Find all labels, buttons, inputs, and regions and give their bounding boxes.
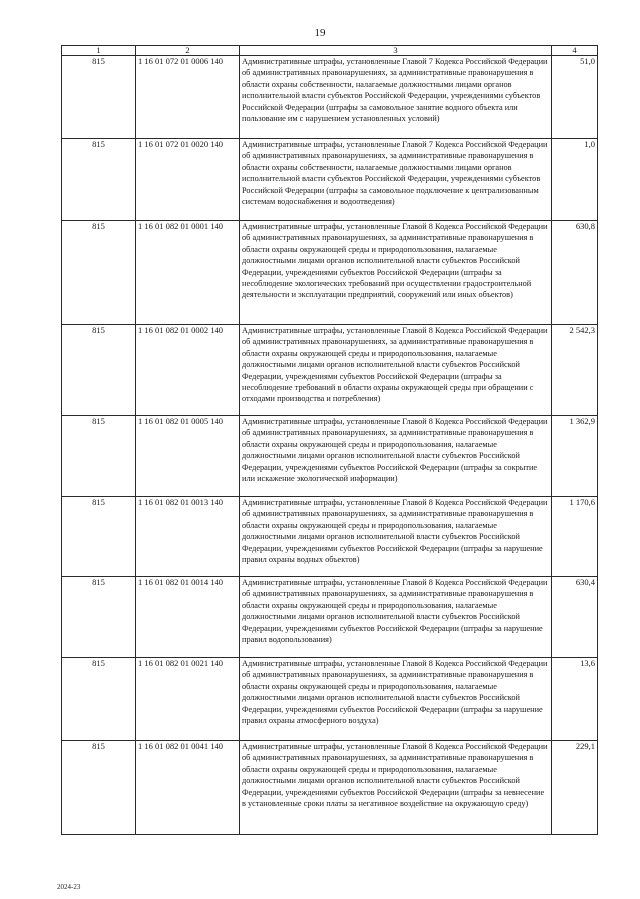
- classification-code-cell: 1 16 01 082 01 0013 140: [136, 497, 240, 577]
- admin-code-cell: 815: [62, 658, 136, 741]
- description-cell: Административные штрафы, установленные Главой 8 Кодекса Российской Федерации об административных правонарушениях, за административные правонарушения в области охраны окружающей среды и природопользования, налагаемые должностными лицами органов исполнительной власти субъектов Российской Федерации, учреждениями субъектов Российской Федерации (штрафы за несоблюдение требований в области охраны окружающей среды при обращении с отходами производства и потребления): [240, 325, 552, 416]
- description-cell: Административные штрафы, установленные Главой 8 Кодекса Российской Федерации об административных правонарушениях, за административные правонарушения в области охраны окружающей среды и природопользования, налагаемые должностными лицами органов исполнительной власти субъектов Российской Федерации, учреждениями субъектов Российской Федерации (штрафы за нарушение правил охраны водных объектов): [240, 497, 552, 577]
- amount-cell: 1 170,6: [552, 497, 598, 577]
- column-header-4: 4: [552, 46, 598, 56]
- admin-code-cell: 815: [62, 325, 136, 416]
- description-cell: Административные штрафы, установленные Главой 8 Кодекса Российской Федерации об административных правонарушениях, за административные правонарушения в области охраны окружающей среды и природопользования, налагаемые должностными лицами органов исполнительной власти субъектов Российской Федерации, учреждениями субъектов Российской Федерации (штрафы за сокрытие или искажение экологической информации): [240, 416, 552, 497]
- classification-code-cell: 1 16 01 072 01 0020 140: [136, 139, 240, 221]
- table-row: [62, 577, 598, 658]
- admin-code-cell: 815: [62, 497, 136, 577]
- description-cell: Административные штрафы, установленные Главой 8 Кодекса Российской Федерации об административных правонарушениях, за административные правонарушения в области охраны окружающей среды и природопользования, налагаемые должностными лицами органов исполнительной власти субъектов Российской Федерации, учреждениями субъектов Российской Федерации (штрафы за невнесение в установленные сроки платы за негативное воздействие на окружающую среду): [240, 741, 552, 835]
- classification-code-cell: 1 16 01 082 01 0041 140: [136, 741, 240, 835]
- budget-table: [61, 45, 598, 835]
- amount-cell: 229,1: [552, 741, 598, 835]
- table-row: [62, 741, 598, 835]
- admin-code-cell: 815: [62, 416, 136, 497]
- description-cell: Административные штрафы, установленные Главой 7 Кодекса Российской Федерации об административных правонарушениях, за административные правонарушения в области охраны собственности, налагаемые должностными лицами органов исполнительной власти субъектов Российской Федерации, учреждениями субъектов Российской Федерации (штрафы за самовольное занятие водного объекта или пользование им с нарушением установленных условий): [240, 56, 552, 139]
- classification-code-cell: 1 16 01 082 01 0001 140: [136, 221, 240, 325]
- table-row: [62, 658, 598, 741]
- table-row: [62, 325, 598, 416]
- column-header-2: 2: [136, 46, 240, 56]
- table-row: [62, 221, 598, 325]
- amount-cell: 13,6: [552, 658, 598, 741]
- description-cell: Административные штрафы, установленные Главой 8 Кодекса Российской Федерации об административных правонарушениях, за административные правонарушения в области охраны окружающей среды и природопользования, налагаемые должностными лицами органов исполнительной власти субъектов Российской Федерации, учреждениями субъектов Российской Федерации (штрафы за нарушение правил водопользования): [240, 577, 552, 658]
- table-row: [62, 56, 598, 139]
- header-row: [62, 46, 598, 56]
- classification-code-cell: 1 16 01 082 01 0014 140: [136, 577, 240, 658]
- classification-code-cell: 1 16 01 082 01 0021 140: [136, 658, 240, 741]
- footer-document-code: 2024-23: [57, 883, 81, 891]
- admin-code-cell: 815: [62, 56, 136, 139]
- admin-code-cell: 815: [62, 139, 136, 221]
- table-row: [62, 497, 598, 577]
- table-row: [62, 139, 598, 221]
- admin-code-cell: 815: [62, 741, 136, 835]
- amount-cell: 1,0: [552, 139, 598, 221]
- amount-cell: 630,8: [552, 221, 598, 325]
- column-header-1: 1: [62, 46, 136, 56]
- classification-code-cell: 1 16 01 082 01 0005 140: [136, 416, 240, 497]
- admin-code-cell: 815: [62, 221, 136, 325]
- description-cell: Административные штрафы, установленные Главой 8 Кодекса Российской Федерации об административных правонарушениях, за административные правонарушения в области охраны окружающей среды и природопользования, налагаемые должностными лицами органов исполнительной власти субъектов Российской Федерации, учреждениями субъектов Российской Федерации (штрафы за несоблюдение экологических требований при осуществлении градостроительной деятельности и эксплуатации предприятий, сооружений или иных объектов): [240, 221, 552, 325]
- amount-cell: 51,0: [552, 56, 598, 139]
- amount-cell: 1 362,9: [552, 416, 598, 497]
- description-cell: Административные штрафы, установленные Главой 8 Кодекса Российской Федерации об административных правонарушениях, за административные правонарушения в области охраны окружающей среды и природопользования, налагаемые должностными лицами органов исполнительной власти субъектов Российской Федерации, учреждениями субъектов Российской Федерации (штрафы за нарушение правил охраны атмосферного воздуха): [240, 658, 552, 741]
- classification-code-cell: 1 16 01 072 01 0006 140: [136, 56, 240, 139]
- table-row: [62, 416, 598, 497]
- amount-cell: 2 542,3: [552, 325, 598, 416]
- description-cell: Административные штрафы, установленные Главой 7 Кодекса Российской Федерации об административных правонарушениях, за административные правонарушения в области охраны собственности, налагаемые должностными лицами органов исполнительной власти субъектов Российской Федерации, учреждениями субъектов Российской Федерации (штрафы за самовольное подключение к централизованным системам водоснабжения и водоотведения): [240, 139, 552, 221]
- classification-code-cell: 1 16 01 082 01 0002 140: [136, 325, 240, 416]
- column-header-3: 3: [240, 46, 552, 56]
- amount-cell: 630,4: [552, 577, 598, 658]
- page-number: 19: [314, 27, 326, 39]
- admin-code-cell: 815: [62, 577, 136, 658]
